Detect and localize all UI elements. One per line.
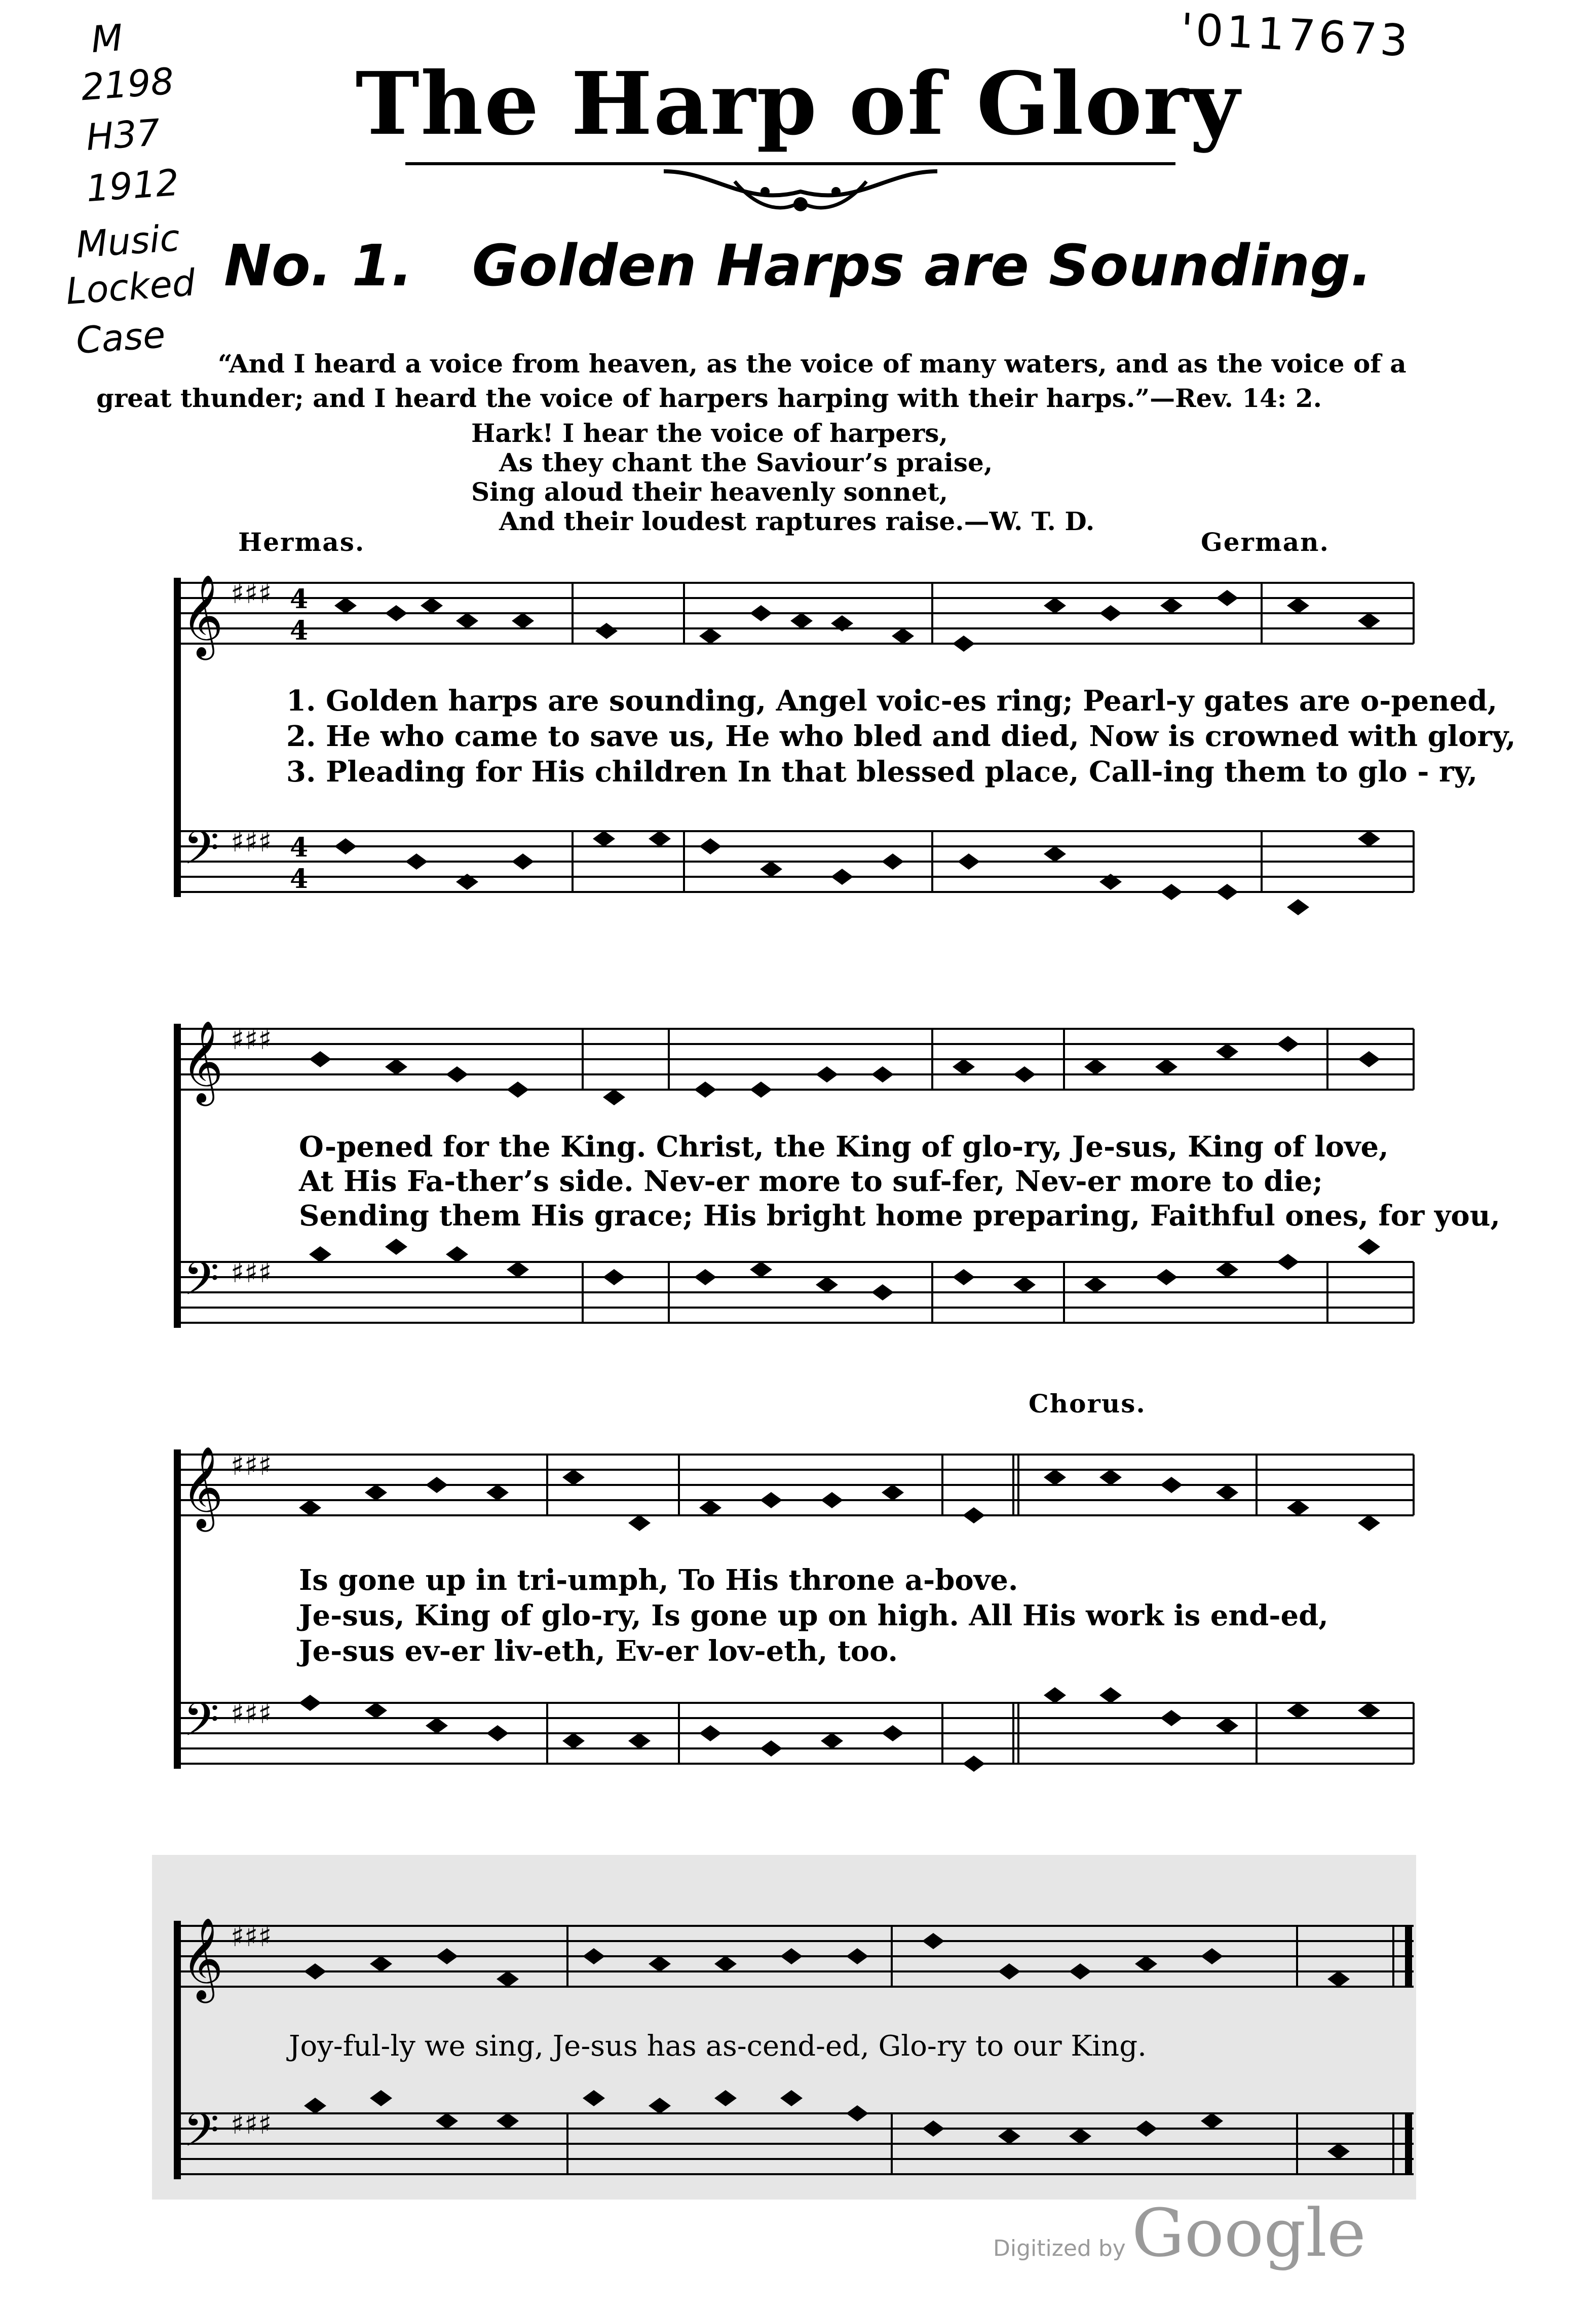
time-signature: 4 — [290, 615, 309, 646]
quote-line: great thunder; and I heard the voice of harpers harping with their harps.”—Rev. 14: 2. — [96, 383, 1322, 413]
lyric-line-chorus: Joy-ful-ly we sing, Je-sus has as-cend-ed, Glo-ry to our King. — [289, 2030, 1147, 2063]
bass-staff — [177, 2113, 1414, 2174]
lyric-line-verse-2: 2. He who came to save us, He who bled and died, Now is crowned with glory, — [286, 720, 1516, 753]
hymn-name: Golden Harps are Sounding. — [472, 233, 1373, 299]
lyric-line-verse-1: O-pened for the King. Christ, the King of glo-ry, Je-sus, King of love, — [299, 1130, 1389, 1164]
lyric-line-verse-3: Sending them His grace; His bright home preparing, Faithful ones, for you, — [299, 1199, 1500, 1233]
poem-line: Hark! I hear the voice of harpers, — [471, 418, 948, 448]
key-signature-icon: ♯♯♯ — [231, 826, 272, 859]
accession-stamp: '0117673 — [1179, 4, 1412, 67]
lyric-line-verse-3: Je-sus ev-er liv-eth, Ev-er lov-eth, too. — [299, 1634, 898, 1668]
lyric-line-verse-1: 1. Golden harps are sounding, Angel voic-es ring; Pearl-y gates are o-pened, — [286, 684, 1498, 718]
call-number-line: Locked — [64, 261, 197, 313]
bass-clef-icon: 𝄢 — [183, 1252, 219, 1317]
key-signature-icon: ♯♯♯ — [231, 1697, 272, 1730]
bass-clef-icon: 𝄢 — [183, 1693, 219, 1758]
key-signature-icon: ♯♯♯ — [231, 577, 272, 610]
key-signature-icon: ♯♯♯ — [231, 1256, 272, 1289]
call-number-line: Music — [74, 216, 181, 267]
call-number-line: H37 — [85, 111, 162, 159]
bass-clef-icon: 𝄢 — [183, 2103, 219, 2168]
digitization-watermark — [993, 2194, 1366, 2271]
lyric-line-verse-2: Je-sus, King of glo-ry, Is gone up on high. All His work is end-ed, — [299, 1599, 1328, 1632]
watermark-digitized-by: Digitized by — [993, 2236, 1126, 2261]
treble-clef-icon: 𝄞 — [181, 574, 223, 657]
time-signature: 4 — [290, 832, 309, 863]
call-number-line: M — [90, 16, 124, 61]
hymn-number: No. 1. — [223, 233, 413, 299]
meter-name: German. — [1201, 527, 1329, 557]
quote-line: “And I heard a voice from heaven, as the voice of many waters, and as the voice of a — [218, 349, 1407, 379]
lyric-line-verse-3: 3. Pleading for His children In that blessed place, Call-ing them to glo - ry, — [286, 755, 1478, 789]
poem-line: As they chant the Saviour’s praise, — [499, 448, 993, 477]
final-barline — [1393, 1926, 1409, 2174]
time-signature: 4 — [290, 584, 309, 615]
tune-name: Hermas. — [238, 527, 365, 557]
call-number-line: 1912 — [85, 161, 180, 210]
key-signature-icon: ♯♯♯ — [231, 1449, 272, 1482]
chorus-label: Chorus. — [1029, 1389, 1146, 1419]
lyric-line-verse-2: At His Fa-ther’s side. Nev-er more to suf-fer, Nev-er more to die; — [299, 1165, 1323, 1198]
google-logo: Google — [1131, 2194, 1366, 2271]
call-number-line: Case — [74, 313, 167, 362]
treble-clef-icon: 𝄞 — [181, 1446, 223, 1529]
bass-clef-icon: 𝄢 — [183, 821, 219, 886]
call-number-line: 2198 — [80, 59, 175, 109]
treble-clef-icon: 𝄞 — [181, 1020, 223, 1103]
lyric-line-verse-1: Is gone up in tri-umph, To His throne a-bove. — [299, 1563, 1018, 1597]
key-signature-icon: ♯♯♯ — [231, 1920, 272, 1953]
poem-line: And their loudest raptures raise.—W. T. D. — [499, 506, 1095, 536]
book-title: The Harp of Glory — [355, 53, 1241, 155]
time-signature: 4 — [290, 864, 309, 895]
treble-clef-icon: 𝄞 — [181, 1917, 223, 2000]
key-signature-icon: ♯♯♯ — [231, 2108, 272, 2141]
poem-line: Sing aloud their heavenly sonnet, — [471, 477, 948, 507]
key-signature-icon: ♯♯♯ — [231, 1023, 272, 1056]
